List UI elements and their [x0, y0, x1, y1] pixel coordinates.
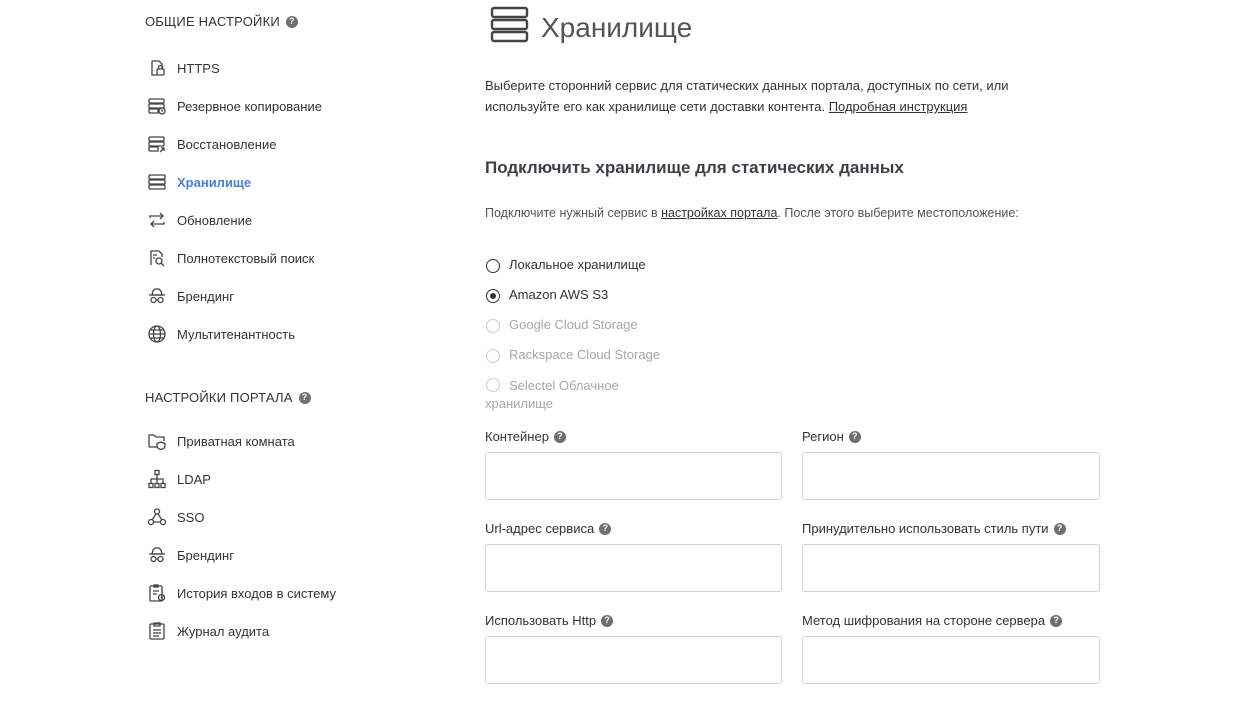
help-icon[interactable]: ? [849, 431, 861, 443]
login-history-icon [147, 583, 167, 603]
radio-button [486, 378, 500, 392]
sidebar-item-restore[interactable]: Восстановление [147, 133, 276, 155]
use-http-label: Использовать Http ? [485, 613, 613, 628]
radio-button[interactable] [486, 289, 500, 303]
server-backup-icon [147, 96, 167, 116]
sse-method-label: Метод шифрования на стороне сервера ? [802, 613, 1062, 628]
connect-hint: Подключите нужный сервис в настройках портала. После этого выберите местоположение: [485, 206, 1019, 220]
help-icon[interactable]: ? [599, 523, 611, 535]
force-path-style-label: Принудительно использовать стиль пути ? [802, 521, 1066, 536]
sidebar-item-sso[interactable]: SSO [147, 506, 204, 528]
radio-button [486, 349, 500, 363]
radio-amazon-s3[interactable]: Amazon AWS S3 [486, 287, 608, 303]
use-http-input[interactable] [485, 636, 782, 684]
sso-icon [147, 507, 167, 527]
sidebar-item-portal-branding[interactable]: Брендинг [147, 544, 234, 566]
sidebar-item-storage[interactable]: Хранилище [147, 171, 251, 193]
radio-google-cloud: Google Cloud Storage [486, 317, 638, 333]
sidebar-item-login-history[interactable]: История входов в систему [147, 582, 336, 604]
radio-local-storage[interactable]: Локальное хранилище [486, 257, 646, 273]
radio-button[interactable] [486, 259, 500, 273]
general-settings-title: ОБЩИЕ НАСТРОЙКИ ? [145, 14, 298, 29]
sse-method-input[interactable] [802, 636, 1100, 684]
sidebar-item-private-room[interactable]: Приватная комната [147, 430, 295, 452]
radio-rackspace: Rackspace Cloud Storage [486, 347, 660, 363]
help-icon[interactable]: ? [601, 615, 613, 627]
radio-selectel: Selectel Облачное хранилище [485, 378, 619, 411]
sidebar-item-backup[interactable]: Резервное копирование [147, 95, 322, 117]
region-input[interactable] [802, 452, 1100, 500]
ldap-tree-icon [147, 469, 167, 489]
clipboard-icon [147, 621, 167, 641]
service-url-input[interactable] [485, 544, 782, 592]
lock-doc-icon [147, 58, 167, 78]
sidebar-item-audit-log[interactable]: Журнал аудита [147, 620, 269, 642]
container-input[interactable] [485, 452, 782, 500]
portal-settings-title: НАСТРОЙКИ ПОРТАЛА ? [145, 390, 311, 405]
instruction-link[interactable]: Подробная инструкция [828, 99, 968, 114]
help-icon[interactable]: ? [299, 392, 311, 404]
storage-description: Выберите сторонний сервис для статических данных портала, доступных по сети, или используйте его как хранилище сети доставки контента. Подробная инструкция [485, 78, 1009, 114]
help-icon[interactable]: ? [554, 431, 566, 443]
help-icon[interactable]: ? [1050, 615, 1062, 627]
storage-header-icon [490, 6, 530, 49]
region-label: Регион ? [802, 429, 861, 444]
help-icon[interactable]: ? [1054, 523, 1066, 535]
server-restore-icon [147, 134, 167, 154]
section-subtitle: Подключить хранилище для статических данных [485, 158, 904, 177]
folder-shield-icon [147, 431, 167, 451]
container-label: Контейнер ? [485, 429, 566, 444]
radio-button [486, 319, 500, 333]
sidebar-item-update[interactable]: Обновление [147, 209, 252, 231]
service-url-label: Url-адрес сервиса ? [485, 521, 611, 536]
update-arrows-icon [147, 210, 167, 230]
search-doc-icon [147, 248, 167, 268]
help-icon[interactable]: ? [286, 16, 298, 28]
spy-icon [147, 286, 167, 306]
globe-icon [147, 324, 167, 344]
storage-icon [147, 172, 167, 192]
sidebar-item-fulltext-search[interactable]: Полнотекстовый поиск [147, 247, 314, 269]
sidebar-item-multitenancy[interactable]: Мультитенантность [147, 323, 295, 345]
spy-icon [147, 545, 167, 565]
portal-settings-link[interactable]: настройках портала [661, 206, 778, 220]
force-path-style-input[interactable] [802, 544, 1100, 592]
sidebar-item-https[interactable]: HTTPS [147, 57, 220, 79]
sidebar-item-branding[interactable]: Брендинг [147, 285, 234, 307]
page-title: Хранилище [490, 6, 692, 49]
sidebar-item-ldap[interactable]: LDAP [147, 468, 211, 490]
